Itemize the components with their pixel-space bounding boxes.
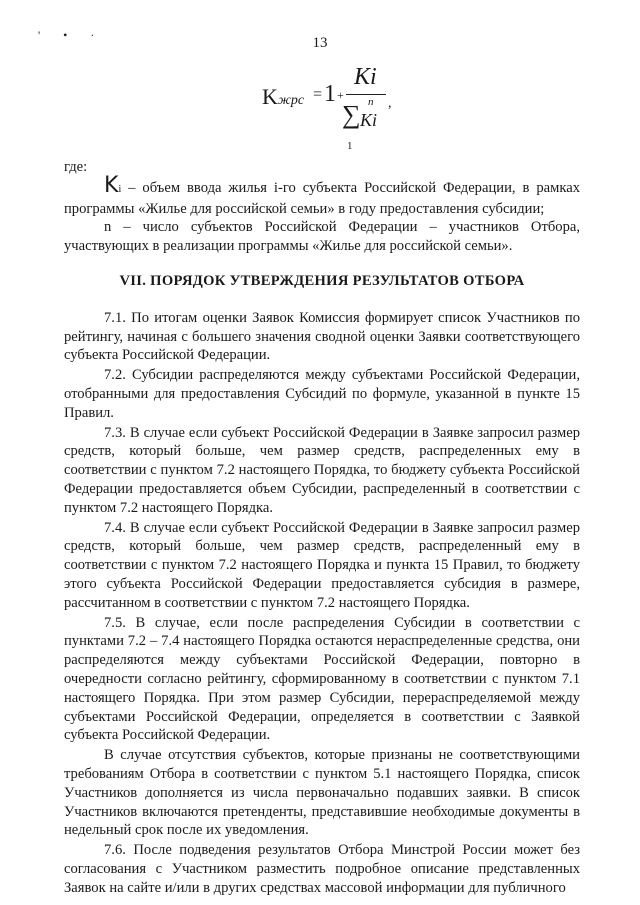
paragraph-7-4: 7.4. В случае если субъект Российской Федерации в Заявке запросил размер средств, который больше, чем размер средств, распределенный ему в соответствии с пунктом 7.2 настоящего Порядка и пункта 15 Правил, то бюджету этого субъекта Российской Федерации предоставляется субсидия в размере, рассчитанном в соответствии с пунктом 7.2 настоящего Порядка.: [64, 519, 580, 611]
document-body: [64, 158, 580, 898]
paragraph-7-3: 7.3. В случае если субъект Российской Федерации в Заявке запросил размер средств, который больше, чем размер средств, распределенных ему в соответствии с пунктом 7.2 настоящего Порядка, то бюджету субъекта Российской Федерации предоставляется объем Субсидии, распределенный в соответствии с пунктом 7.2 настоящего Порядка.: [64, 424, 580, 516]
where-label: где:: [64, 159, 88, 175]
formula: [262, 66, 432, 156]
formula-comma: ,: [388, 96, 392, 111]
sum-upper-limit: n: [368, 96, 374, 108]
page-number: 13: [312, 35, 328, 51]
formula-one: 1: [324, 81, 336, 107]
fraction-bar: [346, 94, 386, 95]
sum-term: Ki: [360, 110, 378, 130]
paragraph-7-1: 7.1. По итогам оценки Заявок Комиссия формирует список Участников по рейтингу, начиная с большего значения сводной оценки Заявки соответствующего субъекта Российской Федерации.: [64, 309, 580, 364]
paragraph-7-6: 7.6. После подведения результатов Отбора Минстрой России может без согласования с Участником разместить подробное описание представленных Заявок на сайте и/или в других средствах массовой информации для публичного: [64, 842, 580, 896]
paragraph-7-5-cont: В случае отсутствия субъектов, которые признаны не соответствующими требованиям Отбора в соответствии с пунктом 5.1 настоящего Порядка, список Участников дополняется из числа первоначально подавших заявки. В список Участников включаются претенденты, представившие необходимые документы в недельный срок после их уведомления.: [64, 747, 580, 839]
paragraph-7-5: 7.5. В случае, если после распределения Субсидии в соответствии с пунктами 7.2 – 7.4 настоящего Порядка остаются нераспределенные средства, они распределяются между субъектами Российской Федерации, повторно в очередности согласно рейтингу, сформированному в соответствии с пунктом 7.1 настоящего Порядка. При этом размер Субсидии, перераспределяемой между субъектами Российской Федерации, определяется в соответствии с Заявкой субъекта Российской Федерации.: [64, 614, 580, 744]
formula-lhs: Kжрс: [262, 84, 305, 109]
definition-n: n – число субъектов Российской Федерации – участников Отбора, участвующих в реализации программы «Жилье для российской семьи».: [64, 219, 580, 255]
formula-numerator: Ki: [354, 64, 377, 90]
scan-specks: ' • ·: [38, 28, 105, 42]
section-heading: VII. ПОРЯДОК УТВЕРЖДЕНИЯ РЕЗУЛЬТАТОВ ОТБОРА: [119, 272, 525, 289]
definition-ki: Ki – объем ввода жилья i-го субъекта Российской Федерации, в рамках программы «Жилье для российской семьи» в году предоставления субсидии;: [64, 172, 580, 217]
sigma-symbol: ∑: [342, 100, 361, 129]
formula-equals: =: [313, 86, 323, 103]
paragraph-7-2: 7.2. Субсидии распределяются между субъектами Российской Федерации, отобранными для предоставления Субсидий по формуле, указанной в пункте 15 Правил.: [64, 367, 580, 421]
sum-lower-limit: 1: [347, 140, 353, 152]
formula-plus: +: [337, 88, 344, 102]
